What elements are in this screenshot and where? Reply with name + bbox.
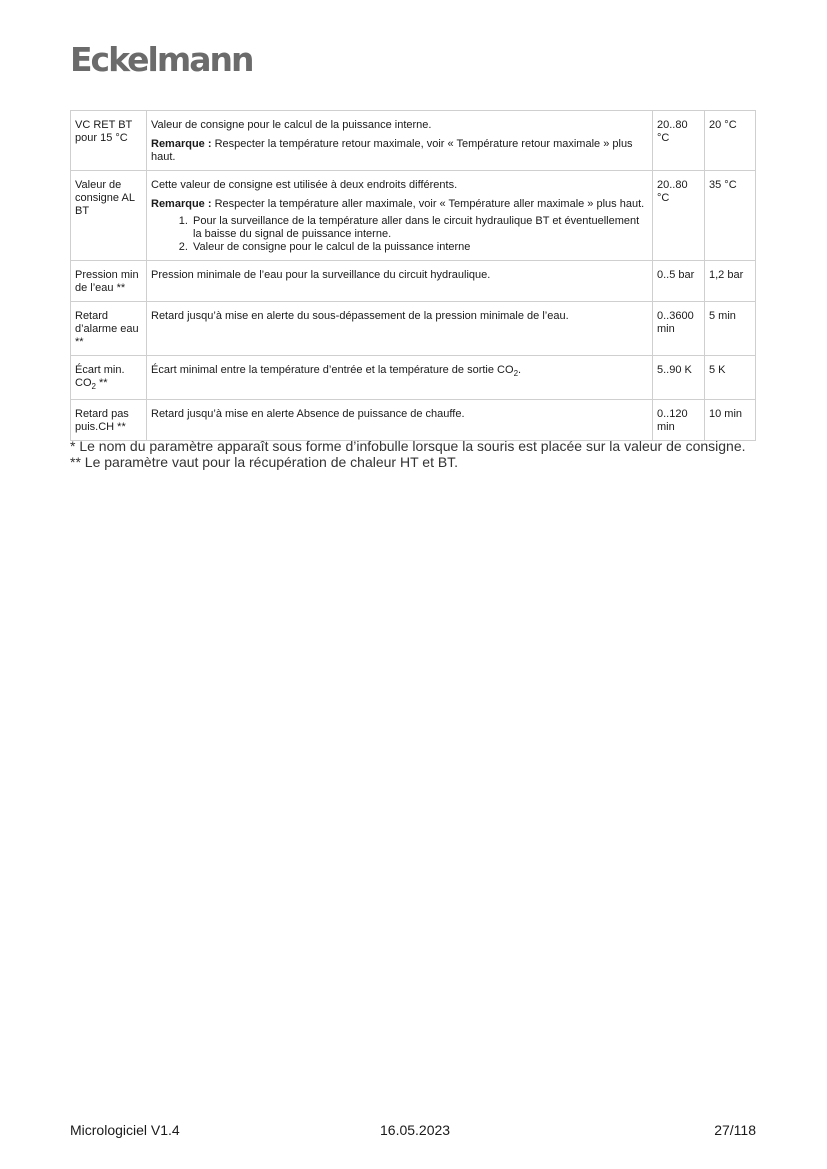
table-row [71, 302, 756, 356]
param-description: Écart minimal entre la température d’entrée et la température de sortie $CO_2$. [147, 356, 653, 400]
param-range: 0..120 min [653, 400, 705, 441]
param-description: Retard jusqu’à mise en alerte Absence de puissance de chauffe. [147, 400, 653, 441]
param-range: 20..80 °C [653, 171, 705, 261]
remark-text: Respecter la température aller maximale, voir « Température aller maximale » plus haut. [211, 198, 645, 210]
param-default: 1,2 bar [705, 261, 756, 302]
param-range: 5..90 K [653, 356, 705, 400]
remark-label: Remarque : [151, 198, 212, 210]
param-name: Retard pas puis.CH ** [71, 400, 147, 441]
remark [151, 138, 648, 164]
param-name: VC RET BT pour 15 °C [71, 111, 147, 171]
description-text: Cette valeur de consigne est utilisée à deux endroits différents. [151, 179, 458, 191]
param-default: 20 °C [705, 111, 756, 171]
param-description: Pression minimale de l’eau pour la surveillance du circuit hydraulique. [147, 261, 653, 302]
remark [151, 198, 648, 211]
param-range: 0..3600 min [653, 302, 705, 356]
parameter-table [70, 110, 756, 441]
remark-text: Respecter la température retour maximale, voir « Température retour maximale » plus haut. [151, 138, 633, 163]
table-row [71, 356, 756, 400]
footer-date: 16.05.2023 [380, 1122, 451, 1138]
footnotes [70, 438, 746, 470]
footnote: ** Le paramètre vaut pour la récupération de chaleur HT et BT. [70, 454, 459, 470]
table-row [71, 111, 756, 171]
list-item: 2. Valeur de consigne pour le calcul de la puissance interne [191, 241, 648, 254]
param-name: Écart min. $CO_2$ ** [71, 356, 147, 400]
table-row [71, 261, 756, 302]
param-default: 10 min [705, 400, 756, 441]
param-name: Retard d’alarme eau ** [71, 302, 147, 356]
footer-product: Micrologiciel V1.4 [70, 1122, 180, 1138]
description-text: Valeur de consigne pour le calcul de la puissance interne. [151, 119, 432, 131]
list-item: 1. Pour la surveillance de la température aller dans le circuit hydraulique BT et éventuellement la baisse du signal de puissance interne. [191, 215, 648, 241]
param-description [147, 111, 653, 171]
param-range: 20..80 °C [653, 111, 705, 171]
param-description [147, 171, 653, 261]
param-range: 0..5 bar [653, 261, 705, 302]
footnote: * Le nom du paramètre apparaît sous forme d’infobulle lorsque la souris est placée sur la valeur de consigne. [70, 438, 746, 454]
eckelmann-logo: Eckelmann [70, 40, 253, 79]
remark-label: Remarque : [151, 138, 212, 150]
footer-page-number: 27/118 [714, 1122, 756, 1138]
param-default: 5 min [705, 302, 756, 356]
param-description: Retard jusqu’à mise en alerte du sous-dépassement de la pression minimale de l’eau. [147, 302, 653, 356]
param-default: 5 K [705, 356, 756, 400]
param-name: Pression min de l’eau ** [71, 261, 147, 302]
numbered-list [151, 215, 648, 254]
table-row [71, 400, 756, 441]
param-default: 35 °C [705, 171, 756, 261]
table-row [71, 171, 756, 261]
param-name: Valeur de consigne AL BT [71, 171, 147, 261]
